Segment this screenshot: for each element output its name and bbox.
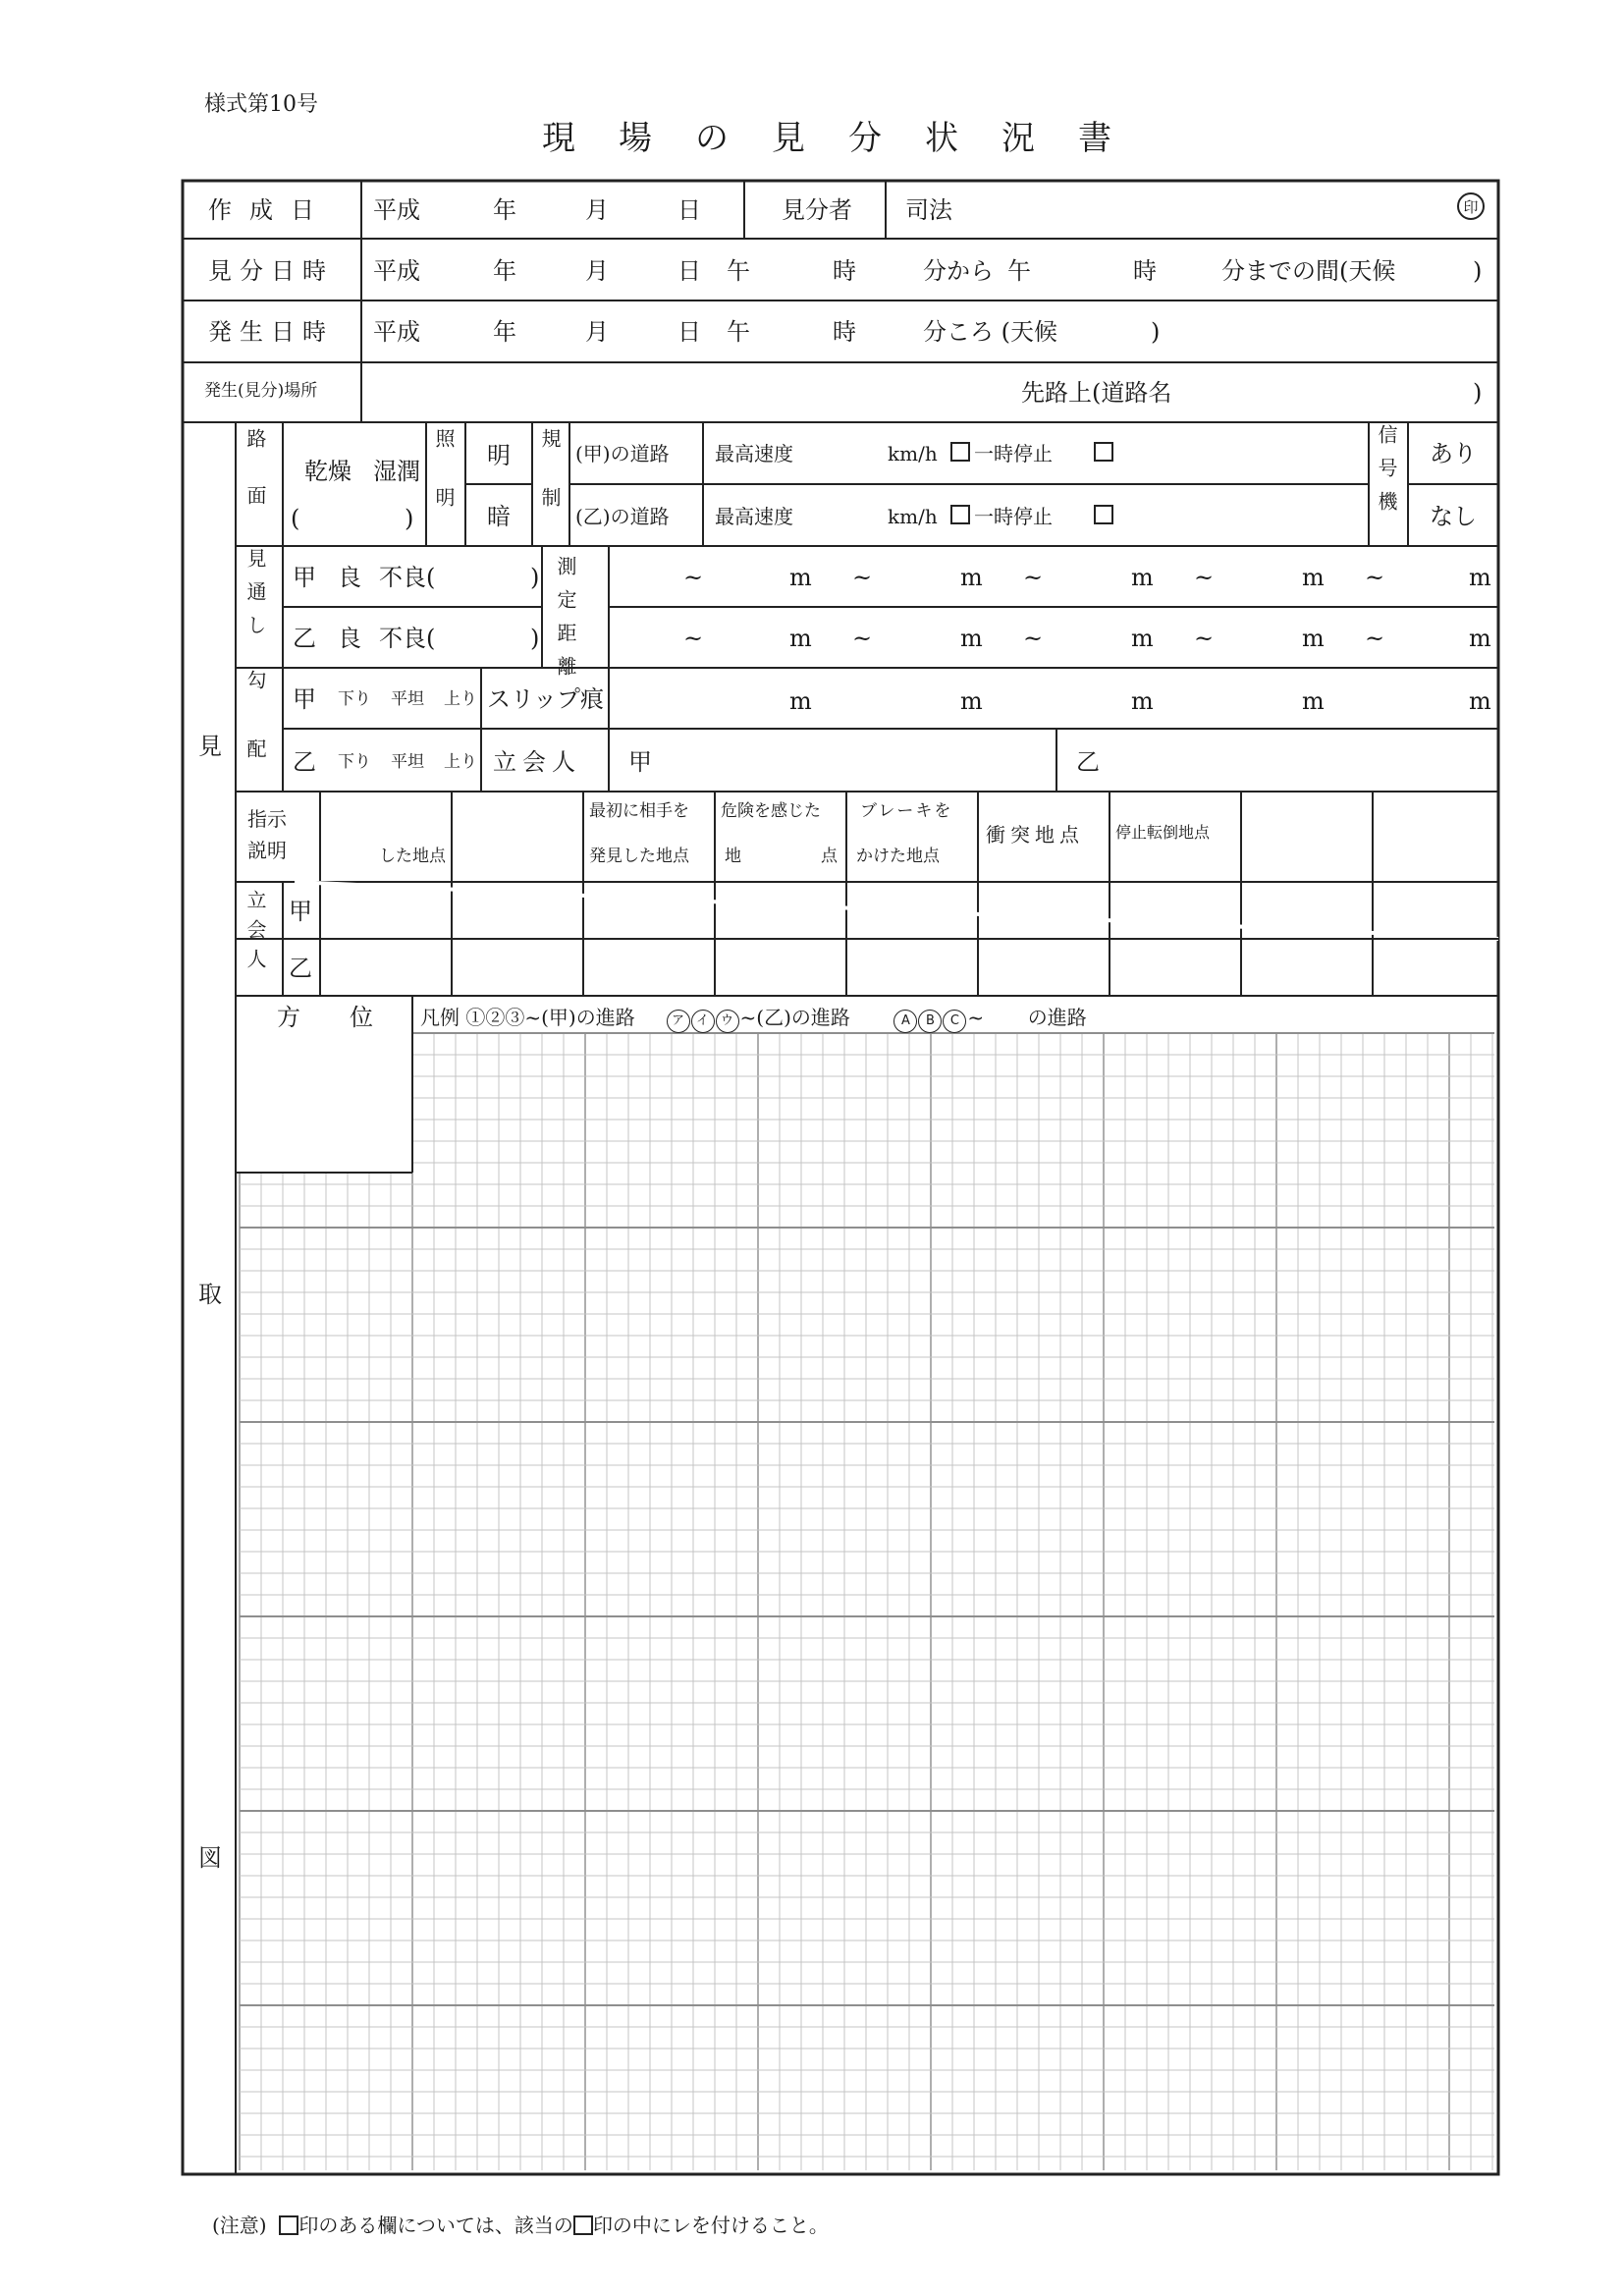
- measure-row1-unit-2: m: [960, 564, 983, 591]
- slope-a-flat: 平坦: [391, 689, 424, 709]
- lighting-dark: 暗: [487, 503, 511, 530]
- occur-month: 月: [585, 318, 609, 346]
- place-label: 発生(見分)場所: [204, 381, 318, 401]
- slope-b-up: 上り: [444, 752, 477, 772]
- inspect-until: 分までの間(天候: [1221, 257, 1396, 285]
- note-text-2: 印の中にレを付けること。: [592, 2214, 829, 2237]
- inspect-from: 分から: [923, 257, 994, 285]
- skid-label: スリップ痕: [487, 685, 605, 713]
- measure-row1-unit-1: m: [789, 564, 812, 591]
- col4-text-a: ブレーキを: [860, 801, 953, 821]
- instructions-label-1: 指示: [247, 807, 287, 831]
- direction-label: 方位: [277, 1004, 422, 1031]
- created-day: 日: [677, 196, 701, 224]
- visibility-label: 見通し: [244, 548, 267, 648]
- road-paren-close: ): [405, 505, 414, 532]
- occur-hour: 時: [833, 318, 856, 346]
- legend-prefix: 凡例: [420, 1006, 460, 1029]
- slope-a-down: 下り: [338, 689, 371, 709]
- col3-text-c: 点: [821, 847, 838, 866]
- col6-text: 停止転倒地点: [1115, 823, 1211, 842]
- visibility-b-good: 良: [338, 625, 361, 652]
- witness-label: 立会人: [493, 748, 581, 776]
- note-prefix: (注意): [212, 2214, 267, 2237]
- section-label-tori: 取: [198, 1281, 222, 1308]
- col4-text-b: かけた地点: [856, 847, 940, 866]
- measure-row2-tilde-1: ~: [683, 625, 704, 652]
- measure-row1-tilde-3: ~: [1023, 564, 1044, 591]
- visibility-a: 甲: [293, 564, 316, 591]
- legend-b-mark-3: ウ: [716, 1010, 739, 1033]
- occur-about: 分ころ (天候: [923, 318, 1057, 346]
- slope-a-up: 上り: [444, 689, 477, 709]
- place-close: ): [1473, 379, 1483, 407]
- measure-row1-tilde-4: ~: [1194, 564, 1215, 591]
- skid-row-unit-2: m: [960, 687, 983, 715]
- legend-c-text: ~: [967, 1006, 985, 1029]
- legend-c-suffix: の進路: [1027, 1006, 1087, 1029]
- legend-c-mark-3: C: [943, 1010, 966, 1033]
- occur-year: 年: [493, 318, 516, 346]
- visibility-b-close: ): [530, 625, 540, 652]
- signal-label: 信号機: [1375, 424, 1398, 524]
- note-checkbox-2: [573, 2215, 593, 2235]
- occur-era: 平成: [373, 318, 420, 346]
- lighting-label: 照明: [432, 428, 456, 546]
- visibility-b-bad: 不良(: [379, 625, 436, 652]
- inspect-label: 見分日時: [208, 257, 334, 285]
- created-label: 作成日: [208, 196, 332, 224]
- measure-row1-tilde-5: ~: [1365, 564, 1385, 591]
- inspect-close: ): [1473, 257, 1483, 285]
- measure-row1-tilde-1: ~: [683, 564, 704, 591]
- inspector-value: 司法: [905, 196, 952, 224]
- inspect-month: 月: [585, 257, 609, 285]
- occur-am: 午: [727, 318, 750, 346]
- legend-b-text: ~(乙)の進路: [739, 1006, 850, 1029]
- inspect-am: 午: [727, 257, 750, 285]
- slope-label: 勾配: [244, 670, 267, 807]
- legend-c-mark-1: A: [893, 1010, 917, 1033]
- col5-text: 衝突地点: [986, 823, 1084, 847]
- inspect-hour: 時: [833, 257, 856, 285]
- measure-row2-unit-1: m: [789, 625, 812, 652]
- measure-row1-tilde-2: ~: [852, 564, 873, 591]
- witness-b: 乙: [1076, 748, 1100, 776]
- note-text-1: 印のある欄については、該当の: [298, 2214, 573, 2237]
- regulation-road-b: (乙)の道路: [575, 505, 670, 528]
- inspector-label: 見分者: [782, 196, 852, 224]
- max-speed-b: 最高速度: [715, 505, 793, 528]
- footer-note: [212, 2215, 829, 2235]
- legend-a-marks: ①②③: [465, 1006, 525, 1029]
- inspect-era: 平成: [373, 257, 420, 285]
- witness-a: 甲: [628, 748, 652, 776]
- road-wet: 湿潤: [373, 458, 420, 485]
- legend-b-mark-2: イ: [691, 1010, 715, 1033]
- stop-b: 一時停止: [974, 505, 1053, 528]
- created-year: 年: [493, 196, 516, 224]
- legend-a-text: ~(甲)の進路: [524, 1006, 635, 1029]
- col2-text-b: 発見した地点: [589, 847, 689, 866]
- measure-row2-unit-2: m: [960, 625, 983, 652]
- measure-row2-unit-5: m: [1469, 625, 1491, 652]
- measure-row2-unit-3: m: [1131, 625, 1154, 652]
- checkbox-b1[interactable]: [950, 505, 970, 524]
- section-label-mi: 見: [198, 733, 222, 760]
- col1-text: した地点: [379, 847, 446, 866]
- inspect-hour2: 時: [1133, 257, 1157, 285]
- stop-a: 一時停止: [974, 442, 1053, 465]
- page-title: 現場の見分状況書: [542, 119, 1155, 158]
- checkbox-a1[interactable]: [950, 442, 970, 462]
- inspect-day: 日: [677, 257, 701, 285]
- road-surface-label: 路面: [244, 428, 267, 542]
- regulation-label: 規制: [538, 428, 562, 546]
- regulation-road-a: (甲)の道路: [575, 442, 670, 465]
- checkbox-b2[interactable]: [1094, 505, 1113, 524]
- visibility-b: 乙: [293, 625, 316, 652]
- section-label-zu: 図: [198, 1844, 222, 1872]
- skid-row-unit-4: m: [1302, 687, 1325, 715]
- measure-row1-unit-5: m: [1469, 564, 1491, 591]
- attendee-label: 立会人: [244, 890, 267, 978]
- col3-text-b: 地: [725, 847, 741, 866]
- measure-row2-tilde-5: ~: [1365, 625, 1385, 652]
- visibility-a-bad: 不良(: [379, 564, 436, 591]
- measure-row2-unit-4: m: [1302, 625, 1325, 652]
- measure-label: 測定距離: [554, 556, 577, 689]
- graph-grid: [240, 1033, 1494, 2170]
- road-paren-open: (: [291, 505, 300, 532]
- attendee-a: 甲: [289, 898, 312, 925]
- checkbox-a2[interactable]: [1094, 442, 1113, 462]
- skid-row-unit-1: m: [789, 687, 812, 715]
- col3-text-a: 危険を感じた: [721, 801, 821, 821]
- speed-unit-b: km/h: [888, 505, 938, 528]
- occur-day: 日: [677, 318, 701, 346]
- inspect-am2: 午: [1007, 257, 1031, 285]
- occur-close: ): [1151, 318, 1161, 346]
- attendee-b: 乙: [289, 955, 312, 982]
- legend-b-mark-1: ア: [667, 1010, 690, 1033]
- measure-row2-tilde-2: ~: [852, 625, 873, 652]
- signal-yes: あり: [1430, 440, 1477, 467]
- created-era: 平成: [373, 196, 420, 224]
- speed-unit-a: km/h: [888, 442, 938, 465]
- measure-row1-unit-4: m: [1302, 564, 1325, 591]
- legend-line: [420, 1008, 1087, 1033]
- skid-row-unit-3: m: [1131, 687, 1154, 715]
- note-checkbox-1: [279, 2215, 298, 2235]
- slope-b-flat: 平坦: [391, 752, 424, 772]
- form-number: 様式第10号: [204, 92, 318, 117]
- inspect-year: 年: [493, 257, 516, 285]
- max-speed-a: 最高速度: [715, 442, 793, 465]
- lighting-bright: 明: [487, 442, 511, 469]
- slope-b-down: 下り: [338, 752, 371, 772]
- created-month: 月: [585, 196, 609, 224]
- road-dry: 乾燥: [304, 458, 352, 485]
- visibility-a-close: ): [530, 564, 540, 591]
- skid-row-unit-5: m: [1469, 687, 1491, 715]
- seal-mark: 印: [1457, 192, 1485, 220]
- measure-row2-tilde-3: ~: [1023, 625, 1044, 652]
- instructions-label-2: 説明: [247, 839, 287, 862]
- col2-text-a: 最初に相手を: [589, 801, 689, 821]
- place-road: 先路上(道路名: [1021, 379, 1172, 407]
- visibility-a-good: 良: [338, 564, 361, 591]
- signal-no: なし: [1430, 503, 1477, 530]
- slope-a: 甲: [293, 685, 316, 713]
- legend-c-mark-2: B: [918, 1010, 942, 1033]
- slope-b: 乙: [293, 748, 316, 776]
- measure-row2-tilde-4: ~: [1194, 625, 1215, 652]
- measure-row1-unit-3: m: [1131, 564, 1154, 591]
- occur-label: 発生日時: [208, 318, 334, 346]
